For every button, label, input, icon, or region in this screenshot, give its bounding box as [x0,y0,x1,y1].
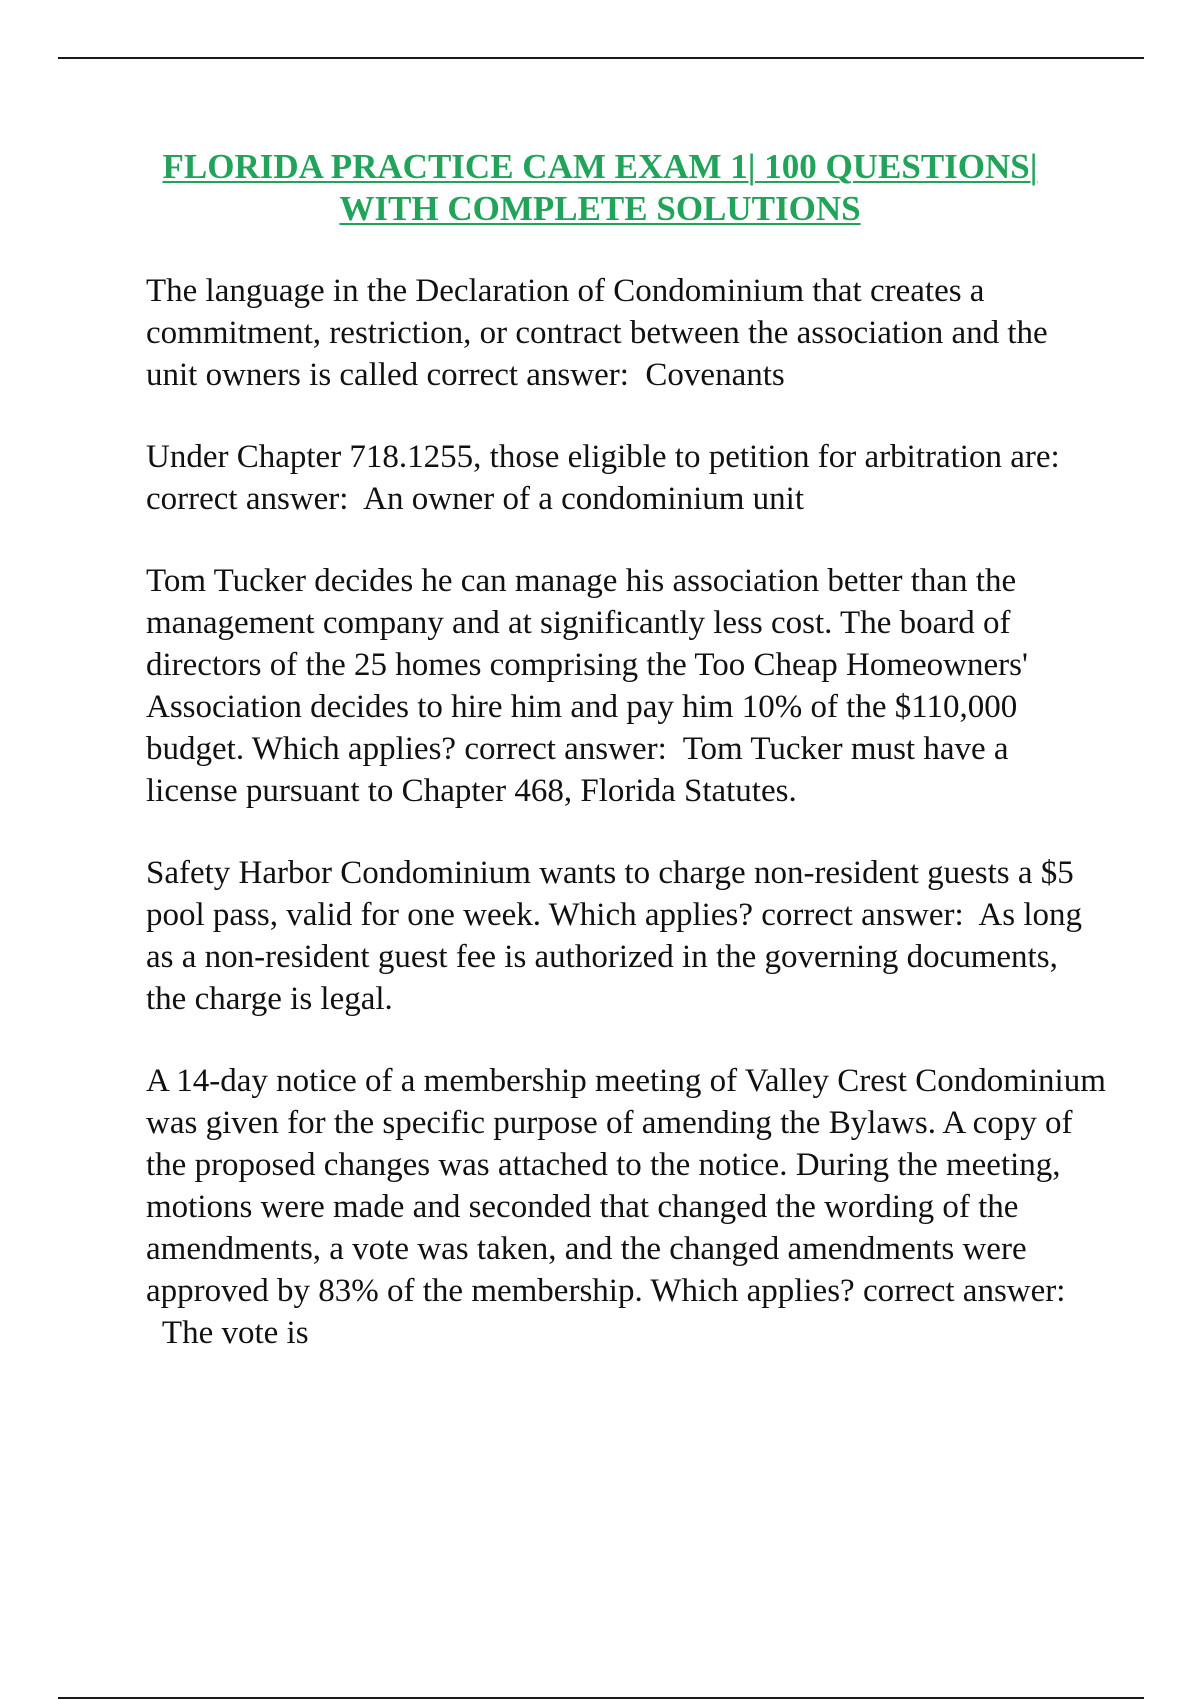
answer-label: correct answer: [862,1273,1066,1309]
answer-text: The vote is [161,1315,309,1351]
title-line-1: FLORIDA PRACTICE CAM EXAM 1| 100 QUESTIONS| [162,147,1038,186]
answer-label: correct answer: [464,731,667,767]
answer-text: As long as a non-resident guest fee is authorized in the governing documents, the charge is legal. [146,897,1082,1017]
question-text: A 14-day notice of a membership meeting of Valley Crest Condominium was given for the specific purpose of amending the Bylaws. A copy of the proposed changes was attached to the notice. During the meeting, motions were made and seconded that changed the wording of the amendments, a vote was taken, and the changed amendments were approved by 83% of the membership. Which applies? [146,1063,1106,1309]
answer-label: correct answer: [146,481,349,517]
answer-text: Covenants [645,357,785,393]
question-text: Under Chapter 718.1255, those eligible to petition for arbitration are: [146,439,1060,475]
answer-label: correct answer: [761,897,964,933]
question-list [146,270,1106,1394]
question-item-4 [146,852,1106,1020]
question-item-2 [146,436,1106,520]
question-text: The language in the Declaration of Condominium that creates a commitment, restriction, or contract between the association and the unit owners is called [146,273,1048,393]
answer-text: An owner of a condominium unit [363,481,804,517]
title-line-2: WITH COMPLETE SOLUTIONS [339,189,861,228]
answer-label: correct answer: [426,357,629,393]
question-item-5 [146,1060,1106,1354]
document-title [100,146,1100,230]
answer-text: Tom Tucker must have a license pursuant to Chapter 468, Florida Statutes. [146,731,1009,809]
question-item-3 [146,560,1106,812]
question-text: Tom Tucker decides he can manage his association better than the management company and at significantly less cost. The board of directors of the 25 homes comprising the Too Cheap Homeowners' Association decides to hire him and pay him 10% of the $110,000 budget. Which applies? [146,563,1028,767]
header-rule [58,57,1144,59]
footer-rule [58,1697,1144,1699]
question-text: Safety Harbor Condominium wants to charge non-resident guests a $5 pool pass, valid for one week. Which applies? [146,855,1074,933]
question-item-1 [146,270,1106,396]
